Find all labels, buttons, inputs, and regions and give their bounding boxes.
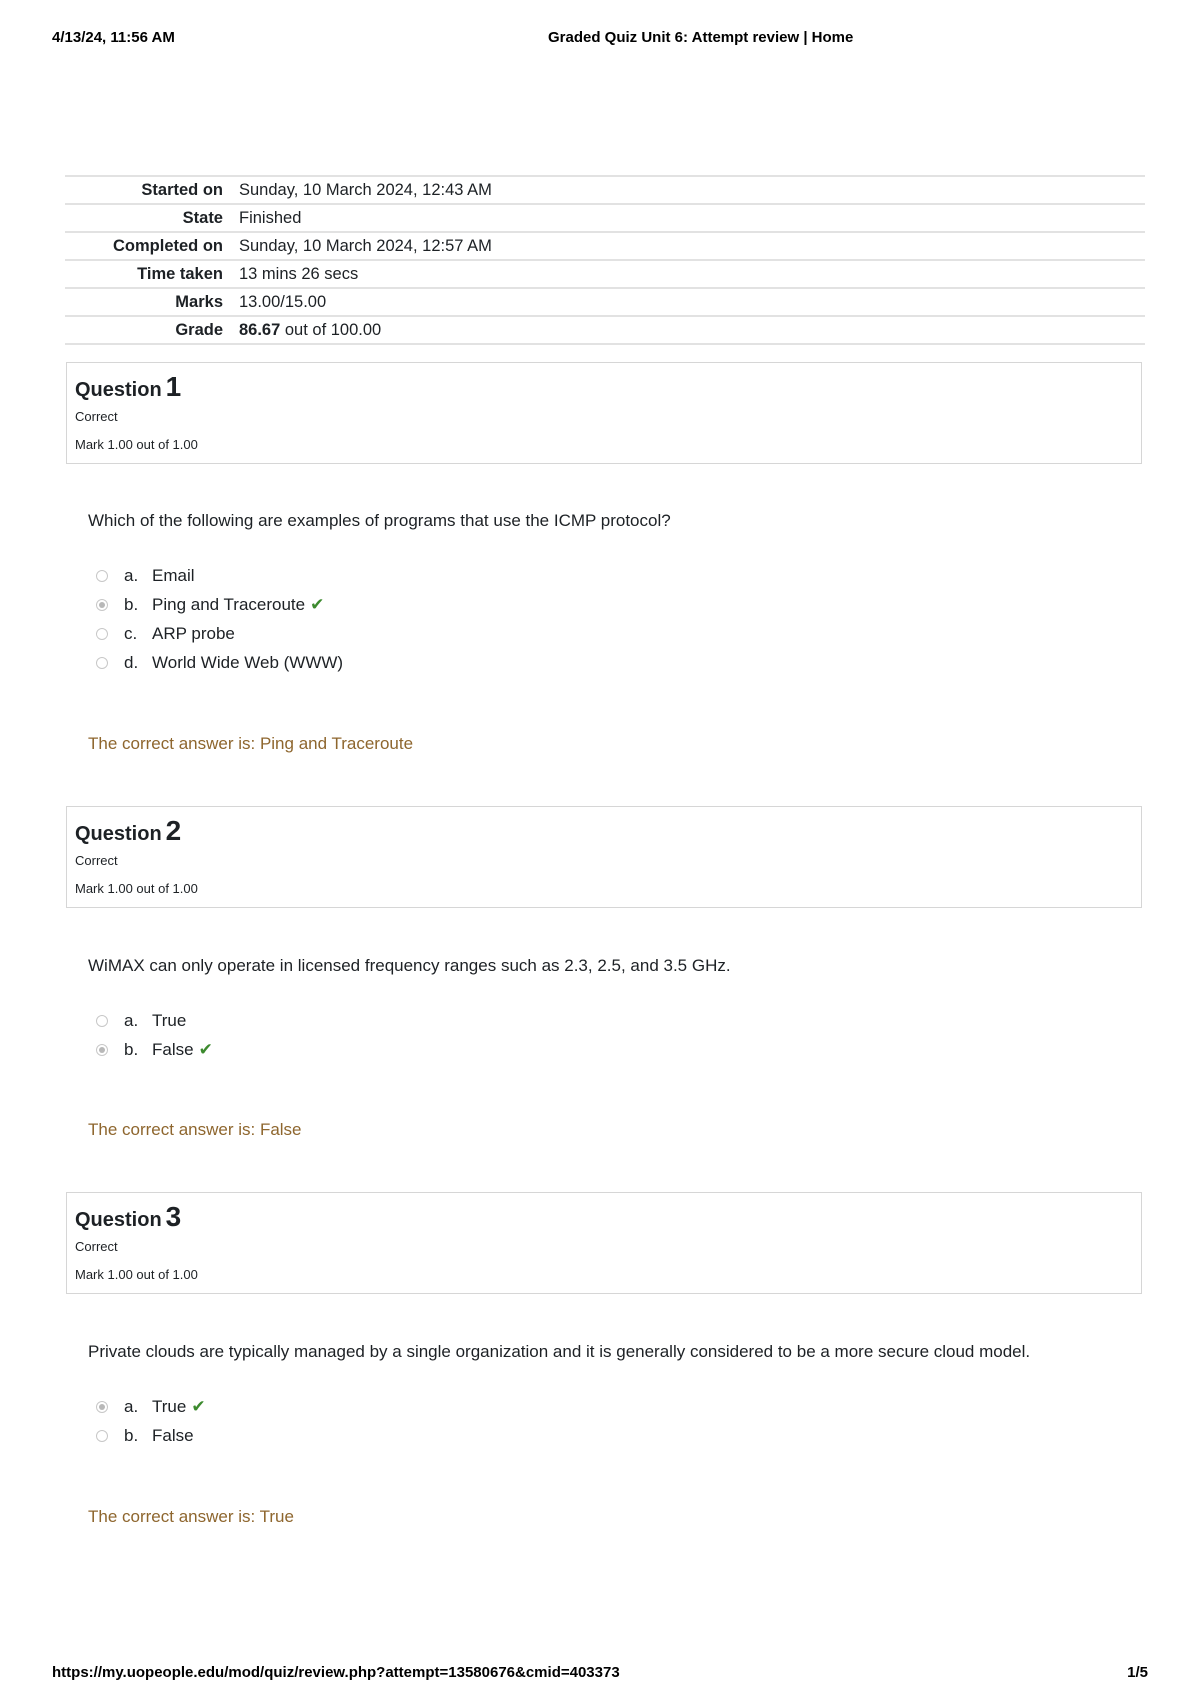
- answer-text: False: [152, 1426, 194, 1445]
- summary-row-marks: [65, 288, 1145, 316]
- summary-label: State: [182, 208, 223, 227]
- question-title: [75, 371, 181, 403]
- answer-text: ARP probe: [152, 624, 235, 643]
- answer-letter: b.: [124, 1426, 139, 1445]
- print-date: 4/13/24, 11:56 AM: [52, 29, 175, 46]
- radio-button-selected[interactable]: [96, 1401, 108, 1413]
- answer-letter: d.: [124, 653, 139, 672]
- print-header: [52, 29, 1148, 49]
- question-info-2: [66, 806, 1142, 908]
- question-state: Correct: [75, 1239, 118, 1254]
- radio-button[interactable]: [96, 1015, 108, 1027]
- summary-label: Grade: [175, 320, 223, 339]
- answer-letter: c.: [124, 624, 138, 643]
- page-number: 1/5: [1127, 1664, 1148, 1681]
- print-title: Graded Quiz Unit 6: Attempt review | Home: [548, 29, 854, 46]
- correct-check-icon: ✔: [310, 595, 325, 614]
- question-mark: Mark 1.00 out of 1.00: [75, 881, 198, 896]
- question-mark: Mark 1.00 out of 1.00: [75, 437, 198, 452]
- summary-row-completed: [65, 232, 1145, 260]
- question-info-1: [66, 362, 1142, 464]
- summary-label: Time taken: [137, 264, 223, 283]
- summary-row-time: [65, 260, 1145, 288]
- summary-row-state: [65, 204, 1145, 232]
- summary-label: Marks: [175, 292, 223, 311]
- answer-text: Ping and Traceroute: [152, 595, 306, 614]
- grade-out-of: out of 100.00: [280, 320, 382, 339]
- answer-option[interactable]: [96, 623, 235, 645]
- question-text: WiMAX can only operate in licensed frequency ranges such as 2.3, 2.5, and 3.5 GHz.: [88, 956, 731, 975]
- question-number: 1: [165, 371, 182, 402]
- correct-check-icon: ✔: [198, 1040, 213, 1059]
- print-url: https://my.uopeople.edu/mod/quiz/review.php?attempt=13580676&cmid=403373: [52, 1664, 620, 1681]
- summary-value: Finished: [239, 208, 302, 227]
- answer-option[interactable]: [96, 1425, 194, 1447]
- question-mark: Mark 1.00 out of 1.00: [75, 1267, 198, 1282]
- summary-value: Sunday, 10 March 2024, 12:57 AM: [239, 236, 492, 255]
- answer-text: True: [152, 1011, 187, 1030]
- question-heading: Question: [75, 823, 162, 845]
- attempt-summary-table: [65, 175, 1145, 345]
- summary-value: [239, 316, 1145, 344]
- answer-text: World Wide Web (WWW): [152, 653, 344, 672]
- radio-button-selected[interactable]: [96, 1044, 108, 1056]
- answer-text: True: [152, 1397, 187, 1416]
- question-state: Correct: [75, 409, 118, 424]
- answer-option[interactable]: [96, 1396, 206, 1418]
- question-text: Private clouds are typically managed by a single organization and it is generally considered to be a more secure cloud model.: [88, 1342, 1031, 1361]
- question-title: [75, 815, 181, 847]
- correct-answer-feedback: The correct answer is: True: [88, 1507, 294, 1526]
- answer-option[interactable]: [96, 1010, 186, 1032]
- radio-button[interactable]: [96, 570, 108, 582]
- summary-label: Started on: [141, 180, 223, 199]
- grade-value: 86.67: [239, 320, 281, 339]
- print-footer: [52, 1664, 1148, 1684]
- answer-option[interactable]: [96, 652, 343, 674]
- question-number: 3: [165, 1201, 182, 1232]
- radio-button[interactable]: [96, 657, 108, 669]
- radio-button[interactable]: [96, 628, 108, 640]
- correct-answer-feedback: The correct answer is: Ping and Traceroute: [88, 734, 414, 753]
- answer-letter: b.: [124, 595, 139, 614]
- correct-answer-feedback: The correct answer is: False: [88, 1120, 302, 1139]
- correct-check-icon: ✔: [191, 1397, 206, 1416]
- summary-value: 13 mins 26 secs: [239, 264, 359, 283]
- answer-letter: a.: [124, 1397, 139, 1416]
- answer-text: Email: [152, 566, 195, 585]
- question-number: 2: [165, 815, 182, 846]
- answer-option[interactable]: [96, 1039, 213, 1061]
- question-text: Which of the following are examples of programs that use the ICMP protocol?: [88, 511, 671, 530]
- answer-letter: a.: [124, 566, 139, 585]
- answer-text: False: [152, 1040, 194, 1059]
- answer-letter: a.: [124, 1011, 139, 1030]
- question-heading: Question: [75, 1209, 162, 1231]
- summary-row-started: [65, 176, 1145, 204]
- answer-letter: b.: [124, 1040, 139, 1059]
- answer-option[interactable]: [96, 565, 195, 587]
- radio-button-selected[interactable]: [96, 599, 108, 611]
- question-state: Correct: [75, 853, 118, 868]
- question-info-3: [66, 1192, 1142, 1294]
- summary-value: 13.00/15.00: [239, 292, 327, 311]
- summary-label: Completed on: [113, 236, 223, 255]
- summary-value: Sunday, 10 March 2024, 12:43 AM: [239, 180, 492, 199]
- question-heading: Question: [75, 379, 162, 401]
- answer-option[interactable]: [96, 594, 324, 616]
- radio-button[interactable]: [96, 1430, 108, 1442]
- summary-row-grade: [65, 316, 1145, 344]
- question-title: [75, 1201, 181, 1233]
